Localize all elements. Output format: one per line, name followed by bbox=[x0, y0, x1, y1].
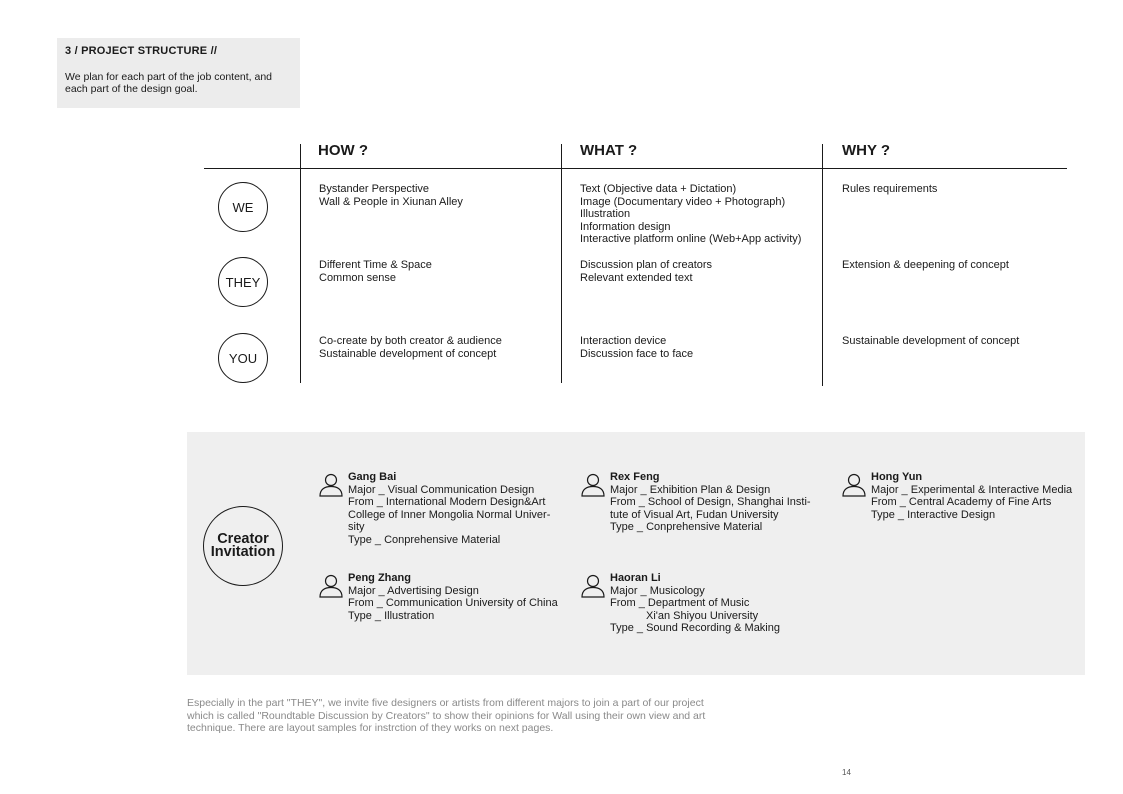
creator-detail: Type _ Conprehensive Material bbox=[348, 533, 501, 546]
cell-line: Image (Documentary video + Photograph) bbox=[580, 195, 786, 208]
footnote-text: Especially in the part "THEY", we invite five designers or artists from different majors to join a part of our project which is called "Roundtable Discussion by Creators" to show their opinions for Wall using their own view and art technique. There are layout samples for instrction of they works on next pages. bbox=[187, 697, 706, 734]
cell-line: Text (Objective data + Dictation) bbox=[580, 183, 737, 195]
row-label-they: THEY bbox=[218, 257, 268, 307]
creator-detail: Major _ Experimental & Interactive Media bbox=[871, 483, 1073, 496]
cell-line: Illustration bbox=[580, 208, 631, 221]
table-column-divider bbox=[300, 144, 301, 383]
cell-they-what bbox=[580, 259, 712, 284]
table-column-divider bbox=[822, 144, 823, 386]
table-column-divider bbox=[561, 144, 562, 383]
person-icon bbox=[318, 471, 344, 497]
section-header-box bbox=[57, 38, 300, 108]
cell-we-why bbox=[842, 183, 937, 196]
cell-you-how bbox=[319, 335, 502, 360]
column-header-how: HOW ? bbox=[318, 142, 368, 159]
cell-line: Rules requirements bbox=[842, 183, 938, 195]
row-label-you: YOU bbox=[218, 333, 268, 383]
section-title: 3 / PROJECT STRUCTURE // bbox=[65, 45, 218, 57]
creator-detail: Xi'an Shiyou University bbox=[646, 609, 759, 622]
creator-detail: Type _ Conprehensive Material bbox=[610, 521, 763, 534]
creator-detail: From _ School of Design, Shanghai Insti- bbox=[610, 496, 811, 509]
person-icon bbox=[580, 471, 606, 497]
cell-they-why bbox=[842, 259, 1009, 272]
cell-we-what bbox=[580, 183, 801, 246]
creator-detail: sity bbox=[348, 521, 365, 534]
cell-line: Discussion face to face bbox=[580, 347, 694, 360]
creator-card-rex-feng bbox=[610, 471, 811, 534]
cell-you-why bbox=[842, 335, 1019, 348]
cell-line: Wall & People in Xiunan Alley bbox=[319, 195, 463, 208]
section-description: We plan for each part of the job content, and each part of the design goal. bbox=[65, 71, 273, 95]
cell-line: Interactive platform online (Web+App activity) bbox=[580, 233, 802, 246]
cell-we-how bbox=[319, 183, 463, 208]
creator-name: Peng Zhang bbox=[348, 572, 411, 584]
cell-line: Sustainable development of concept bbox=[842, 335, 1020, 347]
creator-label-line: Creator bbox=[217, 531, 269, 547]
creator-name: Hong Yun bbox=[871, 471, 923, 483]
creator-card-peng-zhang bbox=[348, 572, 558, 622]
creator-detail: Major _ Visual Communication Design bbox=[348, 483, 535, 496]
page-number: 14 bbox=[842, 768, 851, 777]
cell-you-what bbox=[580, 335, 693, 360]
table-header-rule bbox=[204, 168, 1067, 169]
cell-line: Discussion plan of creators bbox=[580, 259, 713, 271]
column-header-why: WHY ? bbox=[842, 142, 891, 159]
cell-line: Information design bbox=[580, 220, 671, 233]
creator-invitation-label bbox=[203, 506, 283, 586]
creator-detail: Type _ Sound Recording & Making bbox=[610, 622, 780, 635]
creator-detail: tute of Visual Art, Fudan University bbox=[610, 508, 779, 521]
creator-detail: Type _ Interactive Design bbox=[871, 508, 996, 521]
cell-line: Sustainable development of concept bbox=[319, 347, 497, 360]
cell-line: Co-create by both creator & audience bbox=[319, 335, 502, 347]
cell-line: Interaction device bbox=[580, 335, 667, 347]
creator-name: Rex Feng bbox=[610, 471, 660, 483]
creator-detail: College of Inner Mongolia Normal Univer- bbox=[348, 508, 551, 521]
person-icon bbox=[841, 471, 867, 497]
creator-name: Haoran Li bbox=[610, 572, 661, 584]
creator-detail: Major _ Exhibition Plan & Design bbox=[610, 483, 771, 496]
creator-detail: Major _ Musicology bbox=[610, 584, 705, 597]
row-label-we: WE bbox=[218, 182, 268, 232]
creator-detail: Major _ Advertising Design bbox=[348, 584, 479, 597]
cell-they-how bbox=[319, 259, 432, 284]
creator-name: Gang Bai bbox=[348, 471, 397, 483]
creator-invitation-panel bbox=[187, 432, 1085, 675]
cell-line: Relevant extended text bbox=[580, 271, 693, 284]
cell-line: Different Time & Space bbox=[319, 259, 432, 271]
creator-detail: From _ Central Academy of Fine Arts bbox=[871, 496, 1052, 509]
column-header-what: WHAT ? bbox=[580, 142, 638, 159]
creator-detail: Type _ Illustration bbox=[348, 609, 435, 622]
person-icon bbox=[318, 572, 344, 598]
creator-detail: From _ Department of Music bbox=[610, 597, 750, 610]
cell-line: Extension & deepening of concept bbox=[842, 259, 1009, 271]
creator-label-line: Invitation bbox=[210, 544, 276, 560]
creator-card-gang-bai bbox=[348, 471, 550, 547]
creator-card-haoran-li bbox=[610, 572, 780, 635]
cell-line: Common sense bbox=[319, 271, 397, 284]
creator-detail: From _ Communication University of China bbox=[348, 597, 558, 610]
person-icon bbox=[580, 572, 606, 598]
cell-line: Bystander Perspective bbox=[319, 183, 430, 195]
creator-detail: From _ International Modern Design&Art bbox=[348, 496, 546, 509]
creator-card-hong-yun bbox=[871, 471, 1072, 521]
